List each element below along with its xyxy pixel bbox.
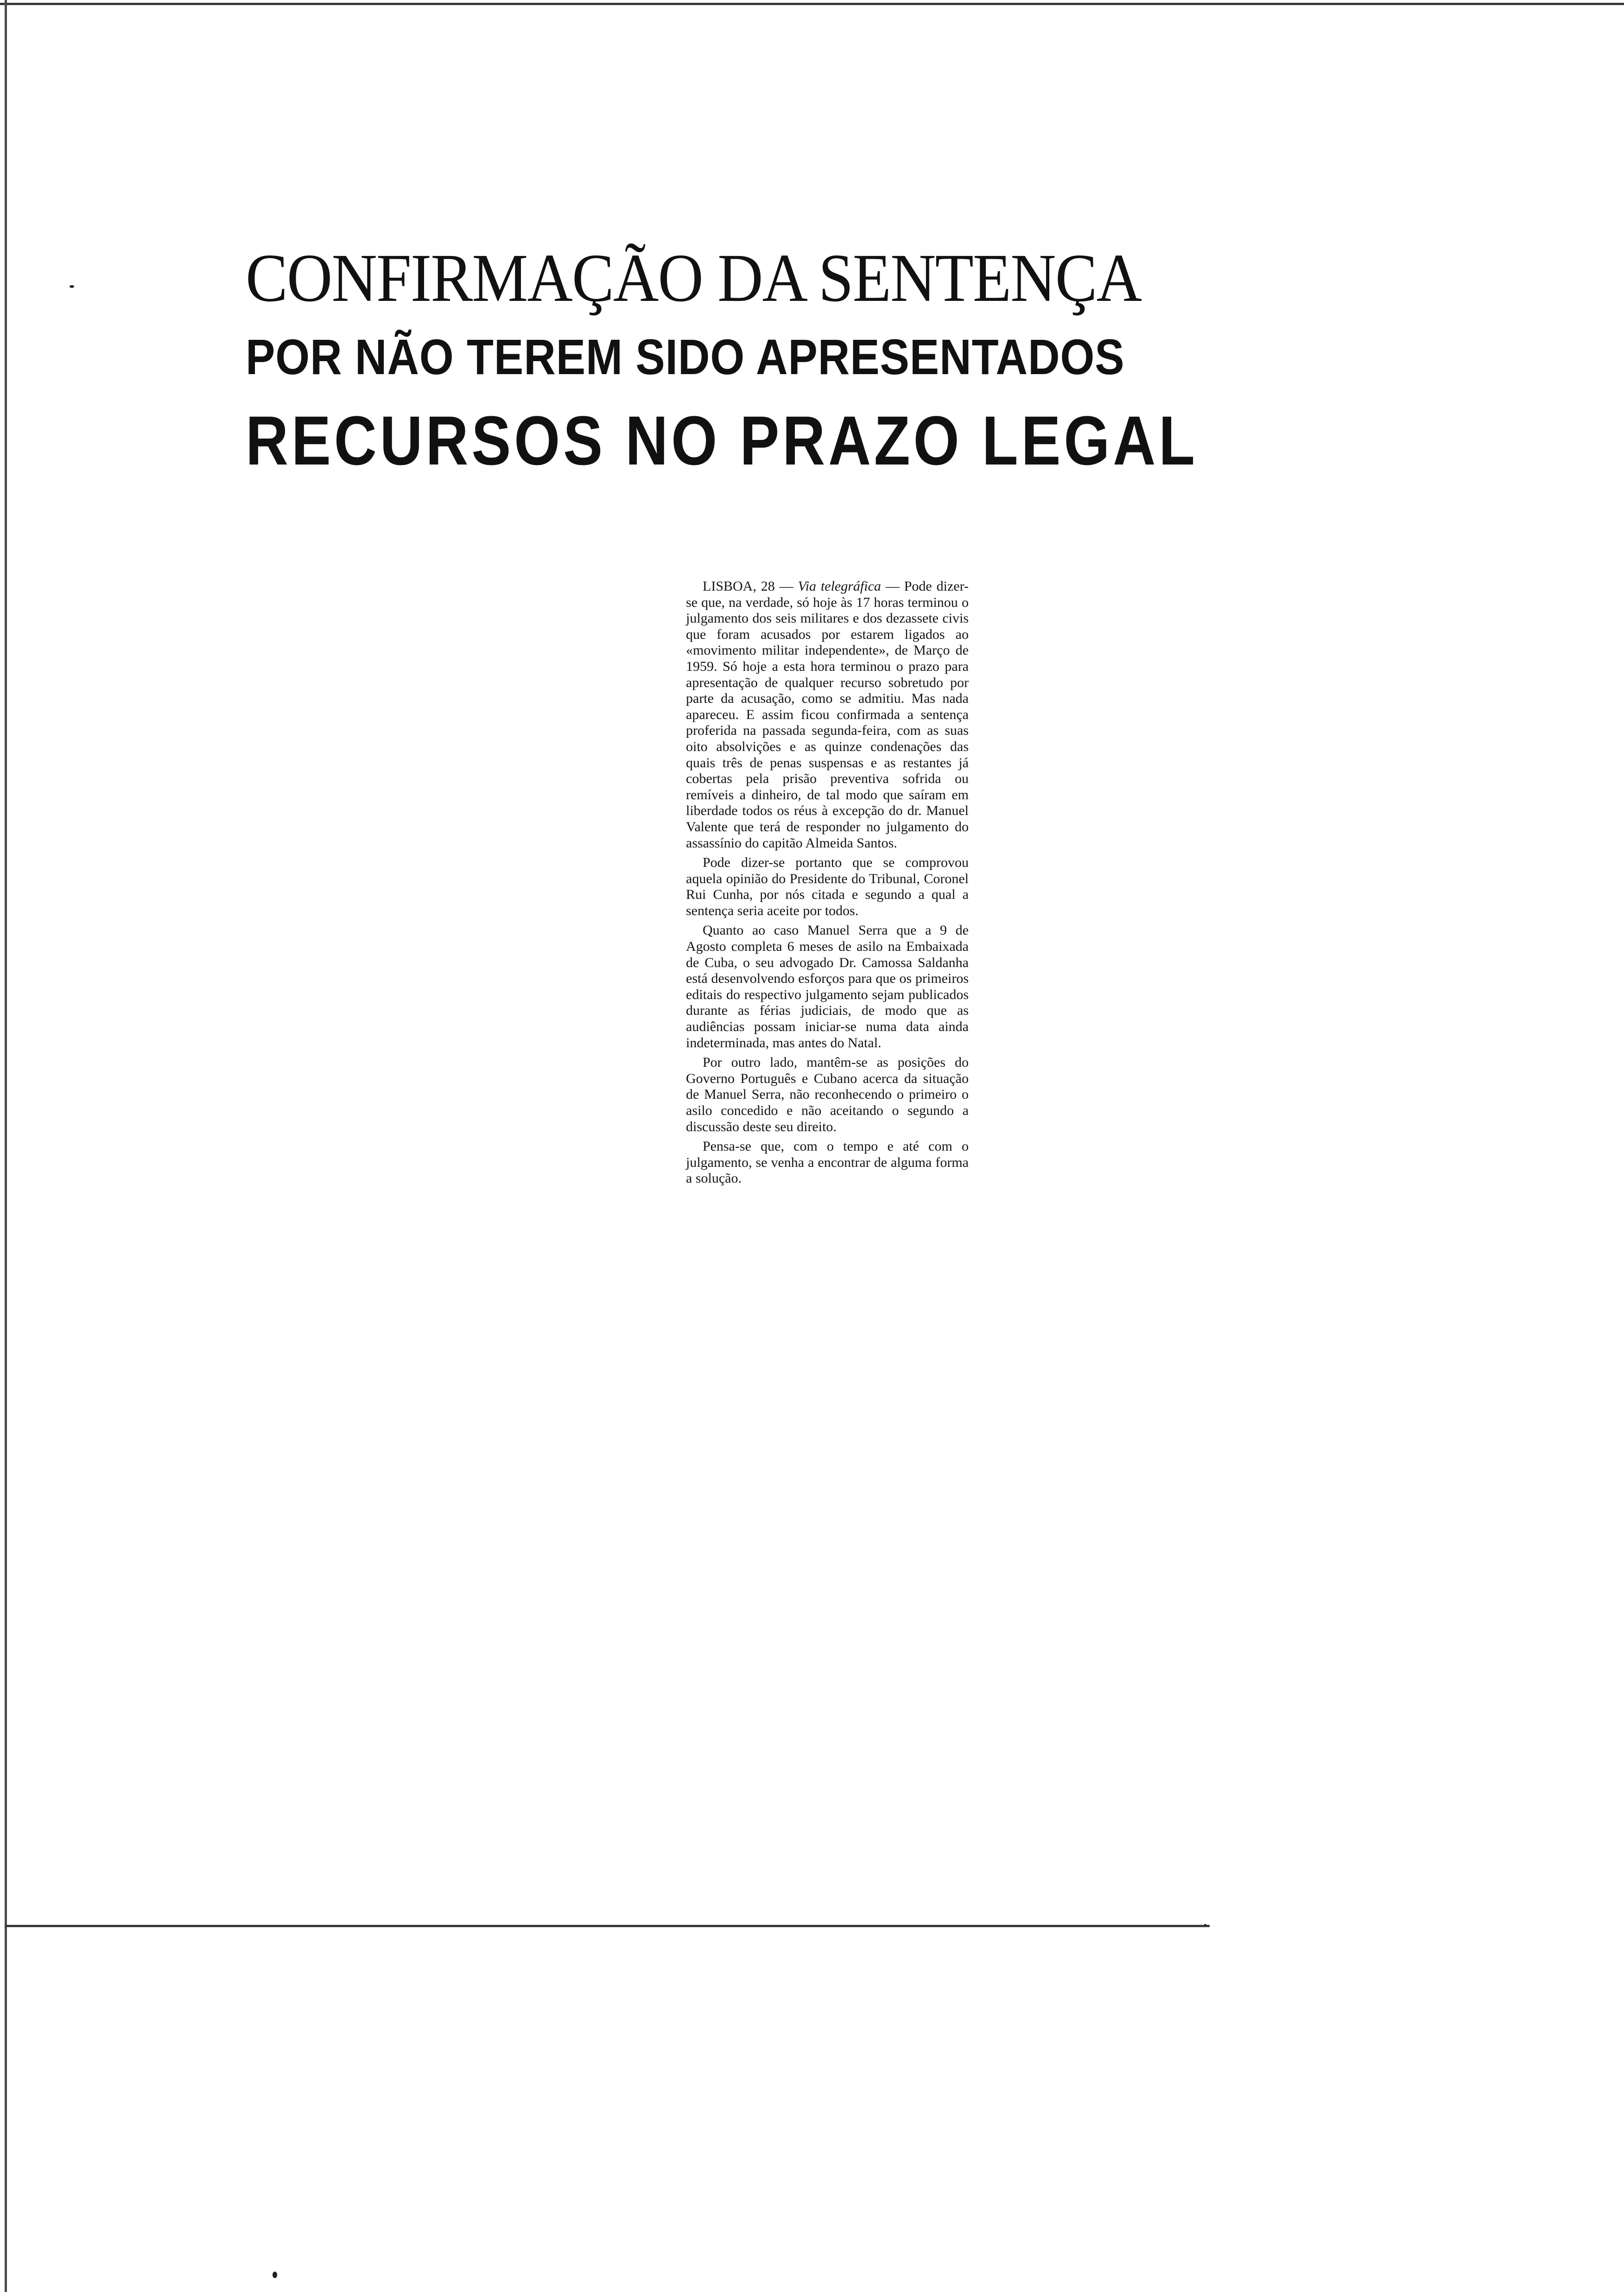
article-via: Via telegráfica xyxy=(798,579,881,594)
article-column xyxy=(686,579,969,1191)
article-dateline: LISBOA, 28 — xyxy=(703,579,793,594)
article-paragraph: Quanto ao caso Manuel Serra que a 9 de Agosto completa 6 meses de asilo na Embaixada de Cuba, o seu advogado Dr. Camossa Saldanha está desenvolvendo esforços para que os primeiros editais do respectivo julgamento sejam publicados durante as férias judiciais, de modo que as audiências possam iniciar-se numa data ainda indeterminada, mas antes do Natal. xyxy=(686,923,969,1050)
headline-sub: POR NÃO TEREM SIDO APRESENTADOS xyxy=(246,329,1125,385)
scan-speck xyxy=(273,2272,277,2278)
headline-main: CONFIRMAÇÃO DA SENTENÇA xyxy=(246,240,1142,316)
scan-divider-line xyxy=(5,1925,1210,1927)
scan-speck xyxy=(70,285,74,288)
article-paragraph-text: — Pode dizer-se que, na verdade, só hoje às 17 horas terminou o julgamento dos seis militares e dos dezassete civis que foram acusados por estarem ligados ao «movimento militar independente», de Março de 1959. Só hoje a esta hora terminou o prazo para apresentação de qualquer recurso sobretudo por parte da acusação, como se admitiu. Mas nada apareceu. E assim ficou confirmada a sentença proferida na passada segunda-feira, com as suas oito absolvições e as quinze condenações das quais três de penas suspensas e as restantes já cobertas pela prisão preventiva sofrida ou remíveis a dinheiro, de tal modo que saíram em liberdade todos os réus à excepção do dr. Manuel Valente que terá de responder no julgamento do assassínio do capitão Almeida Santos. xyxy=(686,579,969,851)
article-paragraph: Pode dizer-se portanto que se comprovou aquela opinião do Presidente do Tribunal, Coronel Rui Cunha, por nós citada e segundo a qual a sentença seria aceite por todos. xyxy=(686,855,969,918)
article-paragraph: Por outro lado, mantêm-se as posições do Governo Português e Cubano acerca da situação de Manuel Serra, não reconhecendo o primeiro o asilo concedido e não aceitando o segundo a discussão deste seu direito. xyxy=(686,1055,969,1134)
scan-edge-left xyxy=(5,0,7,2292)
article-paragraph xyxy=(686,579,969,851)
scan-speck xyxy=(1204,1924,1206,1926)
scan-edge-top xyxy=(0,3,1624,5)
headline-block xyxy=(246,240,1198,479)
headline-sub-large: RECURSOS NO PRAZO LEGAL xyxy=(246,401,1198,479)
article-paragraph: Pensa-se que, com o tempo e até com o julgamento, se venha a encontrar de alguma forma a solução. xyxy=(686,1139,969,1186)
